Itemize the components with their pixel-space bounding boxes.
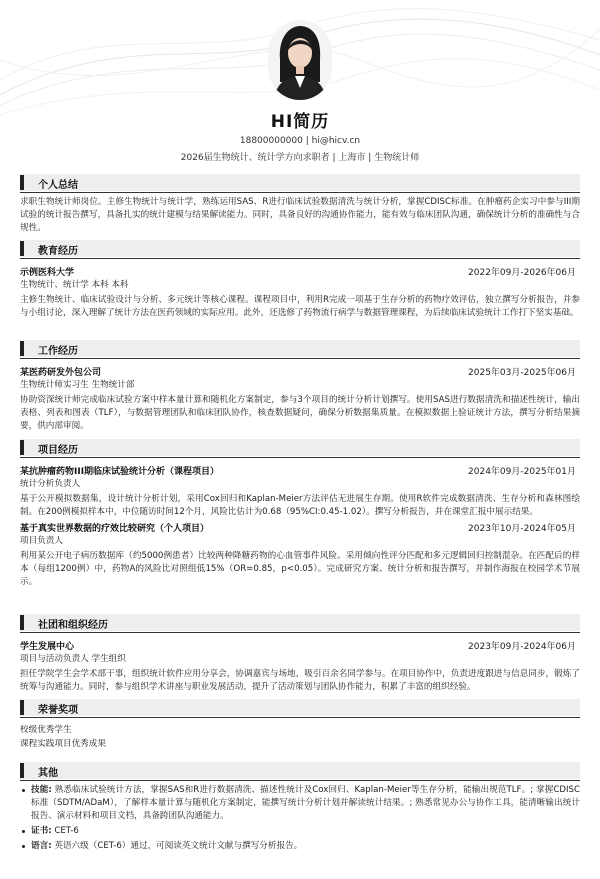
- language-text: 英语六级（CET-6）通过，可阅读英文统计文献与撰写分析报告。: [54, 841, 303, 851]
- project-date: 2024年09月-2025年01月: [468, 467, 576, 477]
- section-marker: [20, 440, 24, 455]
- section-header: [20, 762, 580, 781]
- section-awards: [20, 699, 580, 751]
- section-projects: [20, 439, 580, 589]
- avatar: [268, 20, 332, 100]
- certificate-text: CET-6: [54, 826, 79, 836]
- section-marker: [20, 700, 24, 715]
- section-title: 工作经历: [38, 346, 78, 357]
- job-intent: 2026届生物统计、统计学方向求职者 | 上海市 | 生物统计师: [180, 153, 420, 163]
- section-header: [20, 174, 580, 193]
- education-date: 2022年09月-2026年06月: [468, 268, 576, 278]
- section-marker: [20, 341, 24, 356]
- project-row: [20, 462, 580, 477]
- section-marker: [20, 175, 24, 190]
- club-role: 项目与活动负责人 学生组织: [20, 654, 126, 664]
- skill-text: 熟悉临床试验统计方法，掌握SAS和R进行数据清洗、描述性统计及Cox回归、Kaplan-Meier等生存分析，能输出规范TLF。; 掌握CDISC标准（SDTM/ADaM），了解样本量计算与随机化方案制定，能撰写统计分析计划并解读统计结果。; 熟悉常见办公与协作工具，能清晰输出统计报告、演示材料和项目文档，具备跨团队沟通能力。: [31, 785, 580, 821]
- education-row: [20, 263, 580, 278]
- education-text: 主修生物统计、临床试验设计与分析、多元统计等核心课程。课程项目中，利用R完成一项基于生存分析的药物疗效评估，独立撰写分析报告，并参与小组讨论，深入理解了统计方法在医药领域的实际应用。此外，还选修了药物流行病学与数据管理课程，为后续临床试验统计工作打下坚实基础。: [20, 295, 580, 318]
- section-title: 荣誉奖项: [38, 705, 78, 716]
- club-date: 2023年09月-2024年06月: [468, 642, 576, 652]
- skill-label: 技能:: [31, 785, 52, 795]
- list-item: [20, 825, 580, 838]
- work-role: 生物统计师实习生 生物统计部: [20, 380, 135, 390]
- section-summary: [20, 174, 580, 235]
- project-row: [20, 519, 580, 534]
- section-header: [20, 340, 580, 359]
- company-name: 某医药研发外包公司: [20, 368, 102, 378]
- others-list: [20, 784, 580, 853]
- project-text: 利用某公开电子病历数据库（约5000例患者）比较两种降糖药物的心血管事件风险。采用倾向性评分匹配和多元逻辑回归控制混杂。在匹配后的样本（每组1200例）中，药物A的风险比对照组低15%（OR=0.85，p<0.05）。完成研究方案、统计分析和报告撰写，并制作海报在校园学术节展示。: [20, 551, 580, 587]
- candidate-name: HI简历: [270, 112, 330, 132]
- section-header: [20, 614, 580, 633]
- award-item: 校级优秀学生: [20, 725, 72, 735]
- list-item: [20, 840, 580, 853]
- project-role: 项目负责人: [20, 536, 63, 546]
- section-marker: [20, 241, 24, 256]
- section-header: [20, 240, 580, 259]
- school-name: 示例医科大学: [20, 268, 75, 278]
- section-marker: [20, 763, 24, 778]
- section-header: [20, 439, 580, 458]
- certificate-label: 证书:: [31, 826, 52, 836]
- section-title: 个人总结: [38, 180, 78, 191]
- project-name: 基于真实世界数据的疗效比较研究（个人项目）: [20, 524, 210, 534]
- org-name: 学生发展中心: [20, 642, 75, 652]
- project-role: 统计分析负责人: [20, 479, 81, 489]
- language-label: 语言:: [31, 841, 52, 851]
- club-row: [20, 637, 580, 652]
- project-date: 2023年10月-2024年05月: [468, 524, 576, 534]
- section-marker: [20, 615, 24, 630]
- project-name: 某抗肿瘤药物III期临床试验统计分析（课程项目）: [20, 467, 220, 477]
- list-item: [20, 784, 580, 823]
- section-title: 项目经历: [38, 445, 78, 456]
- club-text: 担任学院学生会学术部干事，组织统计软件应用分享会，协调嘉宾与场地，吸引百余名同学参与。在项目协作中，负责进度跟进与信息同步，锻炼了统筹与沟通能力。同时，参与组织学术讲座与职业发展活动，提升了活动策划与团队协作能力，积累了丰富的组织经验。: [20, 669, 580, 692]
- section-header: [20, 699, 580, 718]
- work-text: 协助资深统计师完成临床试验方案中样本量计算和随机化方案制定，参与3个项目的统计分析计划撰写。使用SAS进行数据清洗和描述性统计，输出表格、列表和图表（TLF），与数据管理团队和临床团队协作，核查数据疑问，确保分析数据集质量。在模拟数据上验证统计方法，撰写分析结果摘要，供内部审阅。: [20, 395, 580, 431]
- summary-text: 求职生物统计师岗位。主修生物统计与统计学，熟练运用SAS、R进行临床试验数据清洗与统计分析，掌握CDISC标准。在肿瘤药企实习中参与III期试验的统计报告撰写，具备扎实的统计建模与结果解读能力。同时，具备良好的沟通协作能力，能有效与临床团队沟通，确保统计分析的准确性与合规性。: [20, 197, 580, 233]
- education-major: 生物统计、统计学 本科 本科: [20, 280, 129, 290]
- section-title: 教育经历: [38, 246, 78, 257]
- section-work: [20, 340, 580, 433]
- work-row: [20, 363, 580, 378]
- award-item: 课程实践项目优秀成果: [20, 739, 106, 749]
- project-text: 基于公开模拟数据集，设计统计分析计划，采用Cox回归和Kaplan-Meier方法评估无进展生存期。使用R软件完成数据清洗、生存分析和森林图绘制。在200例模拟样本中，中位随访时间12个月，风险比估计为0.68（95%CI:0.45-1.02）。撰写分析报告，并在课堂汇报中展示结果。: [20, 494, 580, 517]
- section-title: 其他: [38, 768, 58, 779]
- section-club: [20, 614, 580, 694]
- section-education: [20, 240, 580, 320]
- work-date: 2025年03月-2025年06月: [468, 368, 576, 378]
- contact-info: 18800000000 | hi@hicv.cn: [239, 136, 361, 146]
- section-title: 社团和组织经历: [38, 620, 108, 631]
- section-others: [20, 762, 580, 853]
